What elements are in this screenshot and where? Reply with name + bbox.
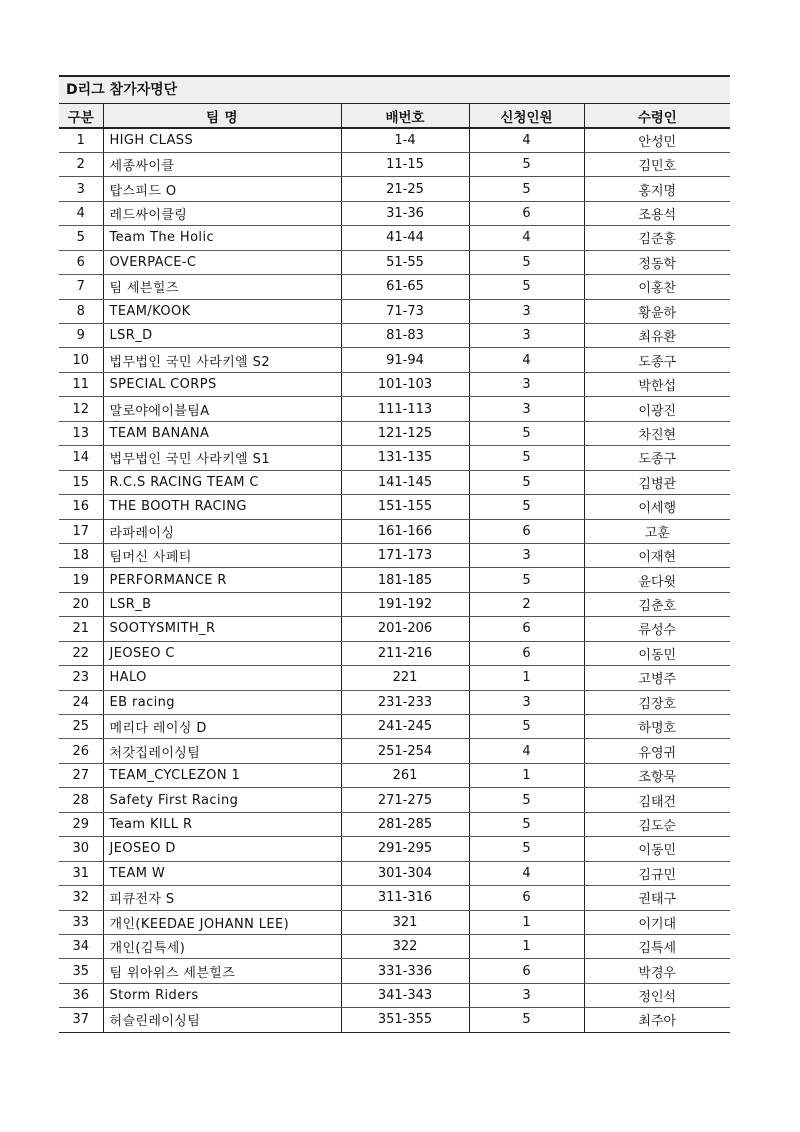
cell-no: 30: [59, 837, 103, 861]
cell-applicant-count: 6: [469, 617, 584, 641]
cell-team-name: 탑스피드 O: [103, 177, 341, 201]
cell-receiver: 김특세: [584, 934, 730, 958]
table-row: [59, 446, 730, 470]
cell-applicant-count: 6: [469, 519, 584, 543]
table-row: [59, 592, 730, 616]
cell-applicant-count: 3: [469, 324, 584, 348]
table-row: [59, 1008, 730, 1032]
cell-no: 19: [59, 568, 103, 592]
table-row: [59, 201, 730, 225]
cell-bib-number: 251-254: [341, 739, 469, 763]
cell-bib-number: 321: [341, 910, 469, 934]
cell-team-name: Team The Holic: [103, 226, 341, 250]
table-row: [59, 397, 730, 421]
cell-applicant-count: 4: [469, 226, 584, 250]
cell-receiver: 이홍찬: [584, 275, 730, 299]
cell-team-name: SPECIAL CORPS: [103, 372, 341, 396]
cell-no: 27: [59, 763, 103, 787]
cell-receiver: 도종구: [584, 446, 730, 470]
table-row: [59, 739, 730, 763]
cell-no: 2: [59, 152, 103, 176]
cell-team-name: 메리다 레이싱 D: [103, 715, 341, 739]
cell-applicant-count: 5: [469, 837, 584, 861]
table-row: [59, 495, 730, 519]
cell-applicant-count: 5: [469, 788, 584, 812]
cell-no: 28: [59, 788, 103, 812]
cell-receiver: 김병관: [584, 470, 730, 494]
table-row: [59, 128, 730, 152]
cell-no: 37: [59, 1008, 103, 1032]
cell-team-name: JEOSEO C: [103, 641, 341, 665]
cell-team-name: 개인(KEEDAE JOHANN LEE): [103, 910, 341, 934]
cell-no: 18: [59, 543, 103, 567]
table-row: [59, 910, 730, 934]
cell-no: 22: [59, 641, 103, 665]
cell-receiver: 안성민: [584, 128, 730, 152]
cell-team-name: OVERPACE-C: [103, 250, 341, 274]
cell-bib-number: 311-316: [341, 886, 469, 910]
cell-bib-number: 281-285: [341, 812, 469, 836]
cell-receiver: 조항묵: [584, 763, 730, 787]
column-header-no: 구분: [59, 104, 103, 128]
cell-bib-number: 322: [341, 934, 469, 958]
table-row: [59, 959, 730, 983]
cell-no: 36: [59, 983, 103, 1007]
cell-applicant-count: 3: [469, 372, 584, 396]
cell-team-name: EB racing: [103, 690, 341, 714]
cell-team-name: Storm Riders: [103, 983, 341, 1007]
cell-bib-number: 181-185: [341, 568, 469, 592]
cell-applicant-count: 6: [469, 641, 584, 665]
cell-applicant-count: 4: [469, 348, 584, 372]
cell-applicant-count: 5: [469, 250, 584, 274]
cell-applicant-count: 3: [469, 299, 584, 323]
cell-bib-number: 301-304: [341, 861, 469, 885]
cell-bib-number: 261: [341, 763, 469, 787]
cell-team-name: HALO: [103, 666, 341, 690]
table-row: [59, 324, 730, 348]
cell-bib-number: 191-192: [341, 592, 469, 616]
cell-receiver: 박한섭: [584, 372, 730, 396]
cell-no: 13: [59, 421, 103, 445]
cell-team-name: LSR_D: [103, 324, 341, 348]
column-header-team: 팀 명: [103, 104, 341, 128]
cell-bib-number: 11-15: [341, 152, 469, 176]
cell-bib-number: 1-4: [341, 128, 469, 152]
cell-bib-number: 111-113: [341, 397, 469, 421]
table-row: [59, 641, 730, 665]
cell-team-name: 법무법인 국민 사라키엘 S2: [103, 348, 341, 372]
cell-applicant-count: 5: [469, 152, 584, 176]
cell-team-name: 라파레이싱: [103, 519, 341, 543]
cell-receiver: 조용석: [584, 201, 730, 225]
table-row: [59, 152, 730, 176]
cell-no: 17: [59, 519, 103, 543]
cell-team-name: Safety First Racing: [103, 788, 341, 812]
cell-bib-number: 271-275: [341, 788, 469, 812]
cell-bib-number: 291-295: [341, 837, 469, 861]
cell-applicant-count: 5: [469, 421, 584, 445]
table-row: [59, 715, 730, 739]
participant-table: [59, 104, 730, 1033]
column-header-count: 신청인원: [469, 104, 584, 128]
cell-receiver: 유영귀: [584, 739, 730, 763]
cell-team-name: 팀 위아위스 세븐힐즈: [103, 959, 341, 983]
cell-receiver: 고훈: [584, 519, 730, 543]
cell-bib-number: 31-36: [341, 201, 469, 225]
cell-no: 15: [59, 470, 103, 494]
cell-no: 29: [59, 812, 103, 836]
cell-team-name: 개인(김특세): [103, 934, 341, 958]
table-row: [59, 763, 730, 787]
cell-team-name: TEAM W: [103, 861, 341, 885]
table-row: [59, 299, 730, 323]
table-row: [59, 861, 730, 885]
cell-receiver: 김준홍: [584, 226, 730, 250]
cell-applicant-count: 1: [469, 910, 584, 934]
cell-no: 35: [59, 959, 103, 983]
cell-bib-number: 41-44: [341, 226, 469, 250]
cell-bib-number: 51-55: [341, 250, 469, 274]
cell-receiver: 이재현: [584, 543, 730, 567]
cell-no: 8: [59, 299, 103, 323]
cell-no: 9: [59, 324, 103, 348]
cell-receiver: 김태건: [584, 788, 730, 812]
cell-team-name: 허슬린레이싱팀: [103, 1008, 341, 1032]
cell-receiver: 이광진: [584, 397, 730, 421]
cell-receiver: 김도순: [584, 812, 730, 836]
cell-team-name: TEAM BANANA: [103, 421, 341, 445]
cell-no: 3: [59, 177, 103, 201]
cell-receiver: 김춘호: [584, 592, 730, 616]
cell-receiver: 이기대: [584, 910, 730, 934]
cell-receiver: 고병주: [584, 666, 730, 690]
cell-receiver: 김장호: [584, 690, 730, 714]
cell-receiver: 이동민: [584, 641, 730, 665]
table-row: [59, 886, 730, 910]
table-row: [59, 250, 730, 274]
cell-no: 10: [59, 348, 103, 372]
cell-no: 6: [59, 250, 103, 274]
cell-bib-number: 231-233: [341, 690, 469, 714]
table-row: [59, 519, 730, 543]
cell-bib-number: 91-94: [341, 348, 469, 372]
table-header-row: [59, 104, 730, 128]
table-row: [59, 934, 730, 958]
sheet-title: D리그 참가자명단: [59, 75, 730, 104]
cell-receiver: 이세행: [584, 495, 730, 519]
table-row: [59, 983, 730, 1007]
cell-no: 20: [59, 592, 103, 616]
cell-bib-number: 131-135: [341, 446, 469, 470]
cell-applicant-count: 5: [469, 715, 584, 739]
cell-team-name: 세종싸이클: [103, 152, 341, 176]
cell-receiver: 류성수: [584, 617, 730, 641]
cell-bib-number: 221: [341, 666, 469, 690]
cell-applicant-count: 3: [469, 543, 584, 567]
cell-team-name: LSR_B: [103, 592, 341, 616]
cell-no: 25: [59, 715, 103, 739]
table-row: [59, 788, 730, 812]
cell-team-name: THE BOOTH RACING: [103, 495, 341, 519]
cell-bib-number: 341-343: [341, 983, 469, 1007]
cell-applicant-count: 6: [469, 886, 584, 910]
cell-receiver: 윤다윗: [584, 568, 730, 592]
column-header-bib: 배번호: [341, 104, 469, 128]
cell-bib-number: 141-145: [341, 470, 469, 494]
cell-receiver: 하명호: [584, 715, 730, 739]
cell-receiver: 홍지명: [584, 177, 730, 201]
column-header-receiver: 수령인: [584, 104, 730, 128]
cell-receiver: 김규민: [584, 861, 730, 885]
cell-applicant-count: 5: [469, 177, 584, 201]
table-row: [59, 470, 730, 494]
cell-no: 11: [59, 372, 103, 396]
cell-team-name: SOOTYSMITH_R: [103, 617, 341, 641]
cell-no: 5: [59, 226, 103, 250]
table-row: [59, 568, 730, 592]
cell-receiver: 박경우: [584, 959, 730, 983]
table-row: [59, 372, 730, 396]
cell-bib-number: 71-73: [341, 299, 469, 323]
cell-applicant-count: 5: [469, 275, 584, 299]
cell-applicant-count: 1: [469, 934, 584, 958]
cell-receiver: 정동학: [584, 250, 730, 274]
cell-applicant-count: 6: [469, 201, 584, 225]
cell-bib-number: 81-83: [341, 324, 469, 348]
cell-team-name: PERFORMANCE R: [103, 568, 341, 592]
cell-receiver: 도종구: [584, 348, 730, 372]
cell-no: 7: [59, 275, 103, 299]
cell-team-name: Team KILL R: [103, 812, 341, 836]
cell-applicant-count: 5: [469, 446, 584, 470]
cell-receiver: 이동민: [584, 837, 730, 861]
cell-applicant-count: 1: [469, 763, 584, 787]
cell-team-name: 처갓집레이싱팀: [103, 739, 341, 763]
cell-applicant-count: 3: [469, 397, 584, 421]
cell-no: 12: [59, 397, 103, 421]
table-row: [59, 177, 730, 201]
cell-bib-number: 61-65: [341, 275, 469, 299]
table-row: [59, 837, 730, 861]
table-row: [59, 348, 730, 372]
cell-no: 21: [59, 617, 103, 641]
cell-applicant-count: 6: [469, 959, 584, 983]
cell-no: 33: [59, 910, 103, 934]
table-row: [59, 543, 730, 567]
cell-no: 16: [59, 495, 103, 519]
cell-bib-number: 151-155: [341, 495, 469, 519]
cell-receiver: 권태구: [584, 886, 730, 910]
cell-bib-number: 211-216: [341, 641, 469, 665]
participant-sheet: [59, 75, 730, 1033]
cell-no: 24: [59, 690, 103, 714]
cell-applicant-count: 2: [469, 592, 584, 616]
cell-team-name: 레드싸이클링: [103, 201, 341, 225]
table-row: [59, 275, 730, 299]
cell-team-name: TEAM/KOOK: [103, 299, 341, 323]
cell-applicant-count: 4: [469, 128, 584, 152]
cell-no: 1: [59, 128, 103, 152]
cell-receiver: 최주아: [584, 1008, 730, 1032]
cell-no: 23: [59, 666, 103, 690]
cell-team-name: HIGH CLASS: [103, 128, 341, 152]
cell-team-name: 팀머신 사페티: [103, 543, 341, 567]
cell-team-name: 피큐전자 S: [103, 886, 341, 910]
cell-applicant-count: 1: [469, 666, 584, 690]
table-row: [59, 812, 730, 836]
table-row: [59, 226, 730, 250]
cell-no: 32: [59, 886, 103, 910]
cell-applicant-count: 5: [469, 1008, 584, 1032]
cell-receiver: 황윤하: [584, 299, 730, 323]
cell-receiver: 차진현: [584, 421, 730, 445]
cell-receiver: 정인석: [584, 983, 730, 1007]
cell-applicant-count: 5: [469, 470, 584, 494]
cell-bib-number: 161-166: [341, 519, 469, 543]
cell-bib-number: 201-206: [341, 617, 469, 641]
cell-team-name: 팀 세븐힐즈: [103, 275, 341, 299]
cell-team-name: JEOSEO D: [103, 837, 341, 861]
cell-applicant-count: 5: [469, 812, 584, 836]
cell-bib-number: 331-336: [341, 959, 469, 983]
cell-bib-number: 121-125: [341, 421, 469, 445]
table-row: [59, 617, 730, 641]
table-row: [59, 666, 730, 690]
table-row: [59, 421, 730, 445]
cell-receiver: 최유환: [584, 324, 730, 348]
cell-receiver: 김민호: [584, 152, 730, 176]
cell-no: 14: [59, 446, 103, 470]
cell-applicant-count: 3: [469, 983, 584, 1007]
cell-bib-number: 21-25: [341, 177, 469, 201]
cell-applicant-count: 4: [469, 739, 584, 763]
cell-team-name: 말로야에이블팀A: [103, 397, 341, 421]
cell-team-name: TEAM_CYCLEZON 1: [103, 763, 341, 787]
cell-team-name: 법무법인 국민 사라키엘 S1: [103, 446, 341, 470]
cell-bib-number: 241-245: [341, 715, 469, 739]
cell-no: 26: [59, 739, 103, 763]
cell-no: 34: [59, 934, 103, 958]
cell-team-name: R.C.S RACING TEAM C: [103, 470, 341, 494]
cell-bib-number: 101-103: [341, 372, 469, 396]
cell-applicant-count: 5: [469, 495, 584, 519]
table-row: [59, 690, 730, 714]
cell-applicant-count: 3: [469, 690, 584, 714]
cell-applicant-count: 5: [469, 568, 584, 592]
cell-no: 4: [59, 201, 103, 225]
cell-bib-number: 171-173: [341, 543, 469, 567]
cell-no: 31: [59, 861, 103, 885]
cell-applicant-count: 4: [469, 861, 584, 885]
cell-bib-number: 351-355: [341, 1008, 469, 1032]
